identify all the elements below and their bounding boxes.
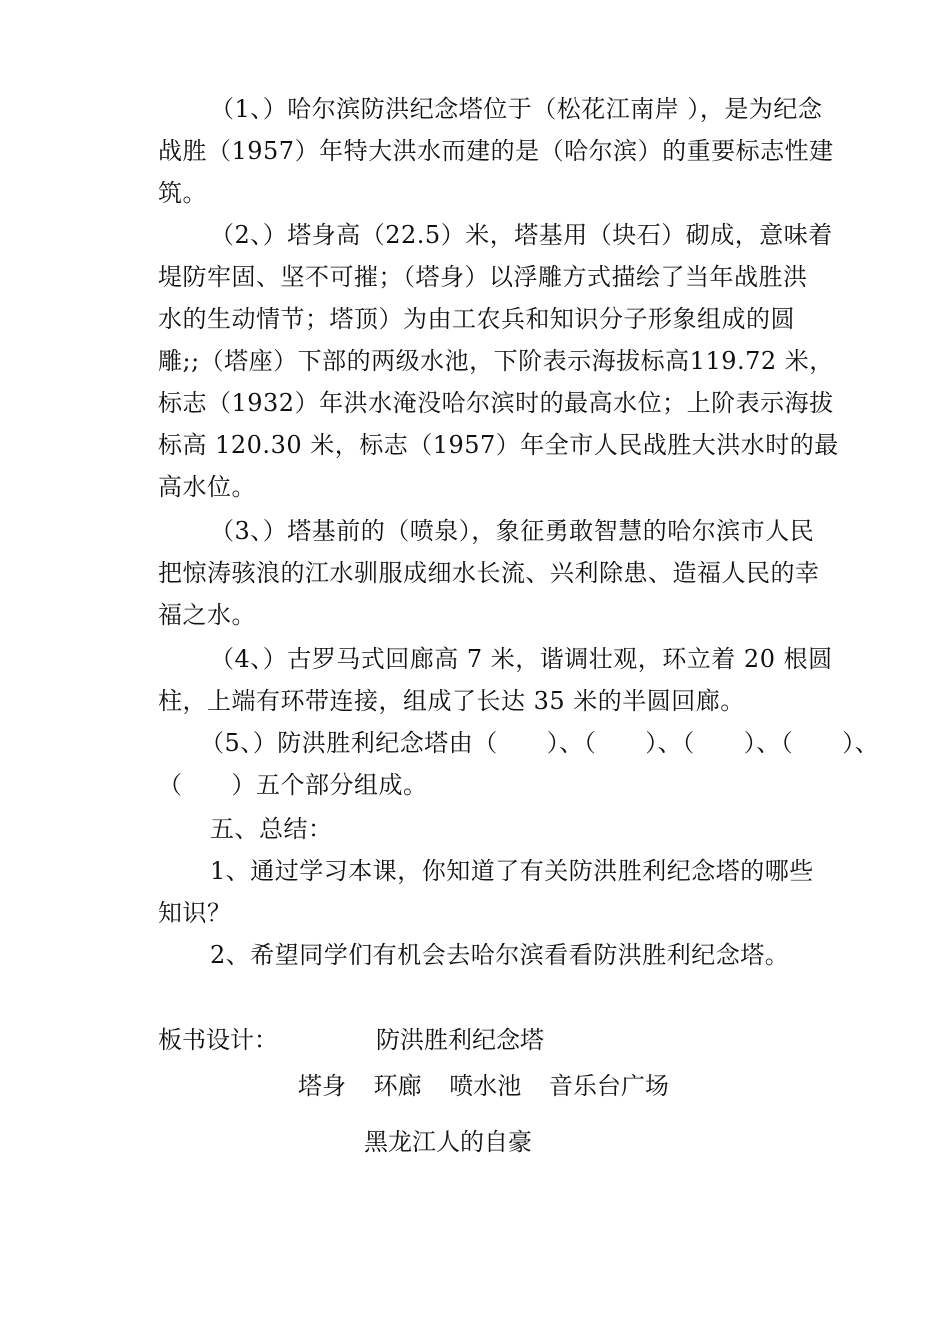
board-design-title: 防洪胜利纪念塔 xyxy=(376,1026,544,1054)
paragraph-line: 福之水。 xyxy=(158,601,256,629)
board-item-music-plaza: 音乐台广场 xyxy=(548,1072,669,1100)
paragraph-line: （2、）塔身高（22.5）米，塔基用（块石）砌成，意味着 xyxy=(210,221,833,249)
paragraph-line: （4、）古罗马式回廊高 7 米，谐调壮观，环立着 20 根圆 xyxy=(210,645,833,673)
paragraph-1 xyxy=(158,88,858,214)
paragraph-line: （5、）防洪胜利纪念塔由（ ）、（ ）、（ ）、（ ）、 xyxy=(200,729,880,757)
board-item-tower-body: 塔身 xyxy=(298,1072,346,1100)
board-item-fountain: 喷水池 xyxy=(449,1072,522,1100)
paragraph-2 xyxy=(158,214,858,508)
paragraph-line: 战胜（1957）年特大洪水而建的是（哈尔滨）的重要标志性建 xyxy=(158,137,834,165)
paragraph-line: 标高 120.30 米，标志（1957）年全市人民战胜大洪水时的最 xyxy=(158,431,839,459)
paragraph-4 xyxy=(158,638,858,722)
paragraph-line: 水的生动情节；塔顶）为由工农兵和知识分子形象组成的圆 xyxy=(158,305,795,333)
summary-section xyxy=(158,808,858,976)
paragraph-line: （ ）五个部分组成。 xyxy=(158,771,428,799)
paragraph-3 xyxy=(158,510,858,636)
summary-item-2: 2、希望同学们有机会去哈尔滨看看防洪胜利纪念塔。 xyxy=(210,941,790,969)
paragraph-line: 堤防牢固、坚不可摧；（塔身）以浮雕方式描绘了当年战胜洪 xyxy=(158,263,808,291)
paragraph-line: 把惊涛骇浪的江水驯服成细水长流、兴利除患、造福人民的幸 xyxy=(158,559,820,587)
paragraph-line: 筑。 xyxy=(158,179,207,207)
paragraph-line: 高水位。 xyxy=(158,473,256,501)
paragraph-line: （3、）塔基前的（喷泉），象征勇敢智慧的哈尔滨市人民 xyxy=(210,517,815,545)
board-design-items xyxy=(298,1066,681,1106)
paragraph-line: 标志（1932）年洪水淹没哈尔滨时的最高水位；上阶表示海拔 xyxy=(158,389,834,417)
paragraph-line: 柱，上端有环带连接，组成了长达 35 米的半圆回廊。 xyxy=(158,687,745,715)
paragraph-line: 雕;;（塔座）下部的两级水池，下阶表示海拔标高119.72 米， xyxy=(158,347,834,375)
summary-item-1-line: 1、通过学习本课，你知道了有关防洪胜利纪念塔的哪些 xyxy=(210,857,814,885)
board-design-footer: 黑龙江人的自豪 xyxy=(364,1128,532,1156)
summary-item-1-line: 知识？ xyxy=(158,899,232,927)
board-design-label: 板书设计： xyxy=(158,1026,278,1054)
summary-heading: 五、总结： xyxy=(210,815,333,843)
board-item-corridor: 环廊 xyxy=(373,1072,422,1100)
paragraph-line: （1、）哈尔滨防洪纪念塔位于（松花江南岸 ），是为纪念 xyxy=(210,95,823,123)
paragraph-5 xyxy=(158,722,880,806)
